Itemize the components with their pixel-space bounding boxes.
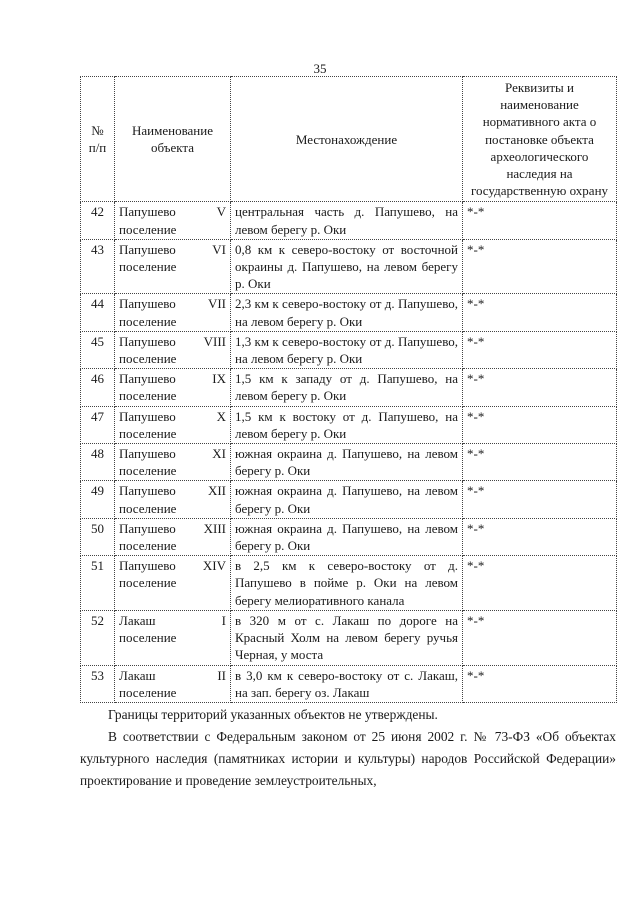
row-number: 45 (81, 331, 115, 368)
table-row (81, 556, 617, 611)
table-row (81, 369, 617, 406)
object-name: Папушево (119, 371, 176, 387)
object-name-line (119, 295, 226, 312)
object-type: поселение (119, 351, 177, 367)
location-cell: южная окраина д. Папушево, на левом берегу р. Оки (231, 481, 463, 518)
header-number: № п/п (81, 77, 115, 202)
object-type: поселение (119, 259, 177, 275)
location-cell: центральная часть д. Папушево, на левом берегу р. Оки (231, 202, 463, 239)
object-roman-number: XIII (203, 520, 226, 536)
object-roman-number: XI (212, 446, 226, 462)
normative-act-cell: *-* (463, 444, 617, 481)
object-roman-number: IX (212, 371, 226, 387)
row-number: 50 (81, 518, 115, 555)
normative-act-cell: *-* (463, 481, 617, 518)
table-row (81, 406, 617, 443)
location-cell: 1,5 км к западу от д. Папушево, на левом берегу р. Оки (231, 369, 463, 406)
table-row (81, 294, 617, 331)
row-number: 42 (81, 202, 115, 239)
paragraph-federal-law: В соответствии с Федеральным законом от 25 июня 2002 г. № 73-ФЗ «Об объектах культурного наследия (памятниках истории и культуры) народов Российской Федерации» проектирование и проведение землеустроительных, (80, 729, 616, 788)
object-name: Папушево (119, 204, 176, 220)
object-name-line (119, 333, 226, 350)
object-name-cell (115, 665, 231, 702)
object-roman-number: XIV (202, 558, 226, 574)
normative-act-cell: *-* (463, 331, 617, 368)
object-name: Лакаш (119, 612, 156, 628)
object-name-line (119, 203, 226, 220)
location-cell: в 2,5 км к северо-востоку от д. Папушево в пойме р. Оки на левом берегу мелиоративного канала (231, 556, 463, 611)
table-row (81, 239, 617, 294)
object-name-line (119, 612, 226, 629)
row-number: 43 (81, 239, 115, 294)
row-number: 53 (81, 665, 115, 702)
row-number: 49 (81, 481, 115, 518)
header-normative-act: Реквизиты и наименование нормативного акта о постановке объекта археологического наследия на государственную охрану (463, 77, 617, 202)
object-name-line (119, 482, 226, 499)
object-name-cell (115, 406, 231, 443)
normative-act-cell: *-* (463, 294, 617, 331)
normative-act-cell: *-* (463, 518, 617, 555)
object-roman-number: I (221, 612, 226, 628)
table-row (81, 202, 617, 239)
normative-act-cell: *-* (463, 610, 617, 665)
table-row (81, 331, 617, 368)
location-cell: 0,8 км к северо-востоку от восточной окраины д. Папушево, на левом берегу р. Оки (231, 239, 463, 294)
location-cell: в 320 м от с. Лакаш по дороге на Красный Холм на левом берегу ручья Черная, у моста (231, 610, 463, 665)
object-name: Папушево (119, 520, 176, 536)
table-header-row (81, 77, 617, 202)
normative-act-cell: *-* (463, 665, 617, 702)
table-row (81, 610, 617, 665)
normative-act-cell: *-* (463, 406, 617, 443)
row-number: 47 (81, 406, 115, 443)
object-name-line (119, 445, 226, 462)
object-name-cell (115, 518, 231, 555)
object-name: Папушево (119, 241, 176, 257)
text-after-table (80, 704, 616, 792)
location-cell: 1,5 км к востоку от д. Папушево, на левом берегу р. Оки (231, 406, 463, 443)
object-name-cell (115, 444, 231, 481)
object-name-line (119, 557, 226, 574)
object-type: поселение (119, 630, 177, 646)
object-roman-number: II (217, 667, 226, 683)
normative-act-cell: *-* (463, 556, 617, 611)
object-name: Папушево (119, 408, 176, 424)
object-name: Лакаш (119, 667, 156, 683)
table-row (81, 665, 617, 702)
object-name-cell (115, 239, 231, 294)
object-type: поселение (119, 500, 177, 516)
object-name-cell (115, 294, 231, 331)
object-name: Папушево (119, 296, 176, 312)
object-name-line (119, 667, 226, 684)
object-type: поселение (119, 575, 177, 591)
object-name-cell (115, 481, 231, 518)
object-roman-number: V (216, 204, 226, 220)
location-cell: южная окраина д. Папушево, на левом берегу р. Оки (231, 444, 463, 481)
object-name-line (119, 370, 226, 387)
object-name-line (119, 520, 226, 537)
object-type: поселение (119, 538, 177, 554)
object-name-cell (115, 610, 231, 665)
row-number: 48 (81, 444, 115, 481)
row-number: 52 (81, 610, 115, 665)
object-name-line (119, 241, 226, 258)
object-name-line (119, 408, 226, 425)
table-body (81, 202, 617, 702)
normative-act-cell: *-* (463, 239, 617, 294)
object-type: поселение (119, 425, 177, 441)
page-number: 35 (313, 61, 327, 76)
normative-act-cell: *-* (463, 369, 617, 406)
table-row (81, 481, 617, 518)
paragraph-boundaries-note: Границы территорий указанных объектов не утверждены. (108, 707, 438, 722)
row-number: 51 (81, 556, 115, 611)
table-row (81, 444, 617, 481)
header-location: Местонахождение (231, 77, 463, 202)
row-number: 44 (81, 294, 115, 331)
row-number: 46 (81, 369, 115, 406)
object-type: поселение (119, 684, 177, 700)
object-name: Папушево (119, 483, 176, 499)
object-roman-number: X (216, 408, 226, 424)
object-name-cell (115, 331, 231, 368)
object-roman-number: VI (212, 241, 226, 257)
object-type: поселение (119, 313, 177, 329)
object-roman-number: XII (207, 483, 226, 499)
object-name: Папушево (119, 333, 176, 349)
object-name-cell (115, 369, 231, 406)
header-object-name: Наименование объекта (115, 77, 231, 202)
object-name: Папушево (119, 446, 176, 462)
object-name-cell (115, 556, 231, 611)
location-cell: в 3,0 км к северо-востоку от с. Лакаш, на зап. берегу оз. Лакаш (231, 665, 463, 702)
object-type: поселение (119, 463, 177, 479)
heritage-objects-table (80, 76, 617, 703)
object-name: Папушево (119, 558, 176, 574)
table-row (81, 518, 617, 555)
location-cell: 2,3 км к северо-востоку от д. Папушево, на левом берегу р. Оки (231, 294, 463, 331)
object-roman-number: VIII (203, 333, 226, 349)
object-type: поселение (119, 221, 177, 237)
object-roman-number: VII (207, 296, 226, 312)
object-type: поселение (119, 388, 177, 404)
location-cell: 1,3 км к северо-востоку от д. Папушево, на левом берегу р. Оки (231, 331, 463, 368)
normative-act-cell: *-* (463, 202, 617, 239)
location-cell: южная окраина д. Папушево, на левом берегу р. Оки (231, 518, 463, 555)
object-name-cell (115, 202, 231, 239)
